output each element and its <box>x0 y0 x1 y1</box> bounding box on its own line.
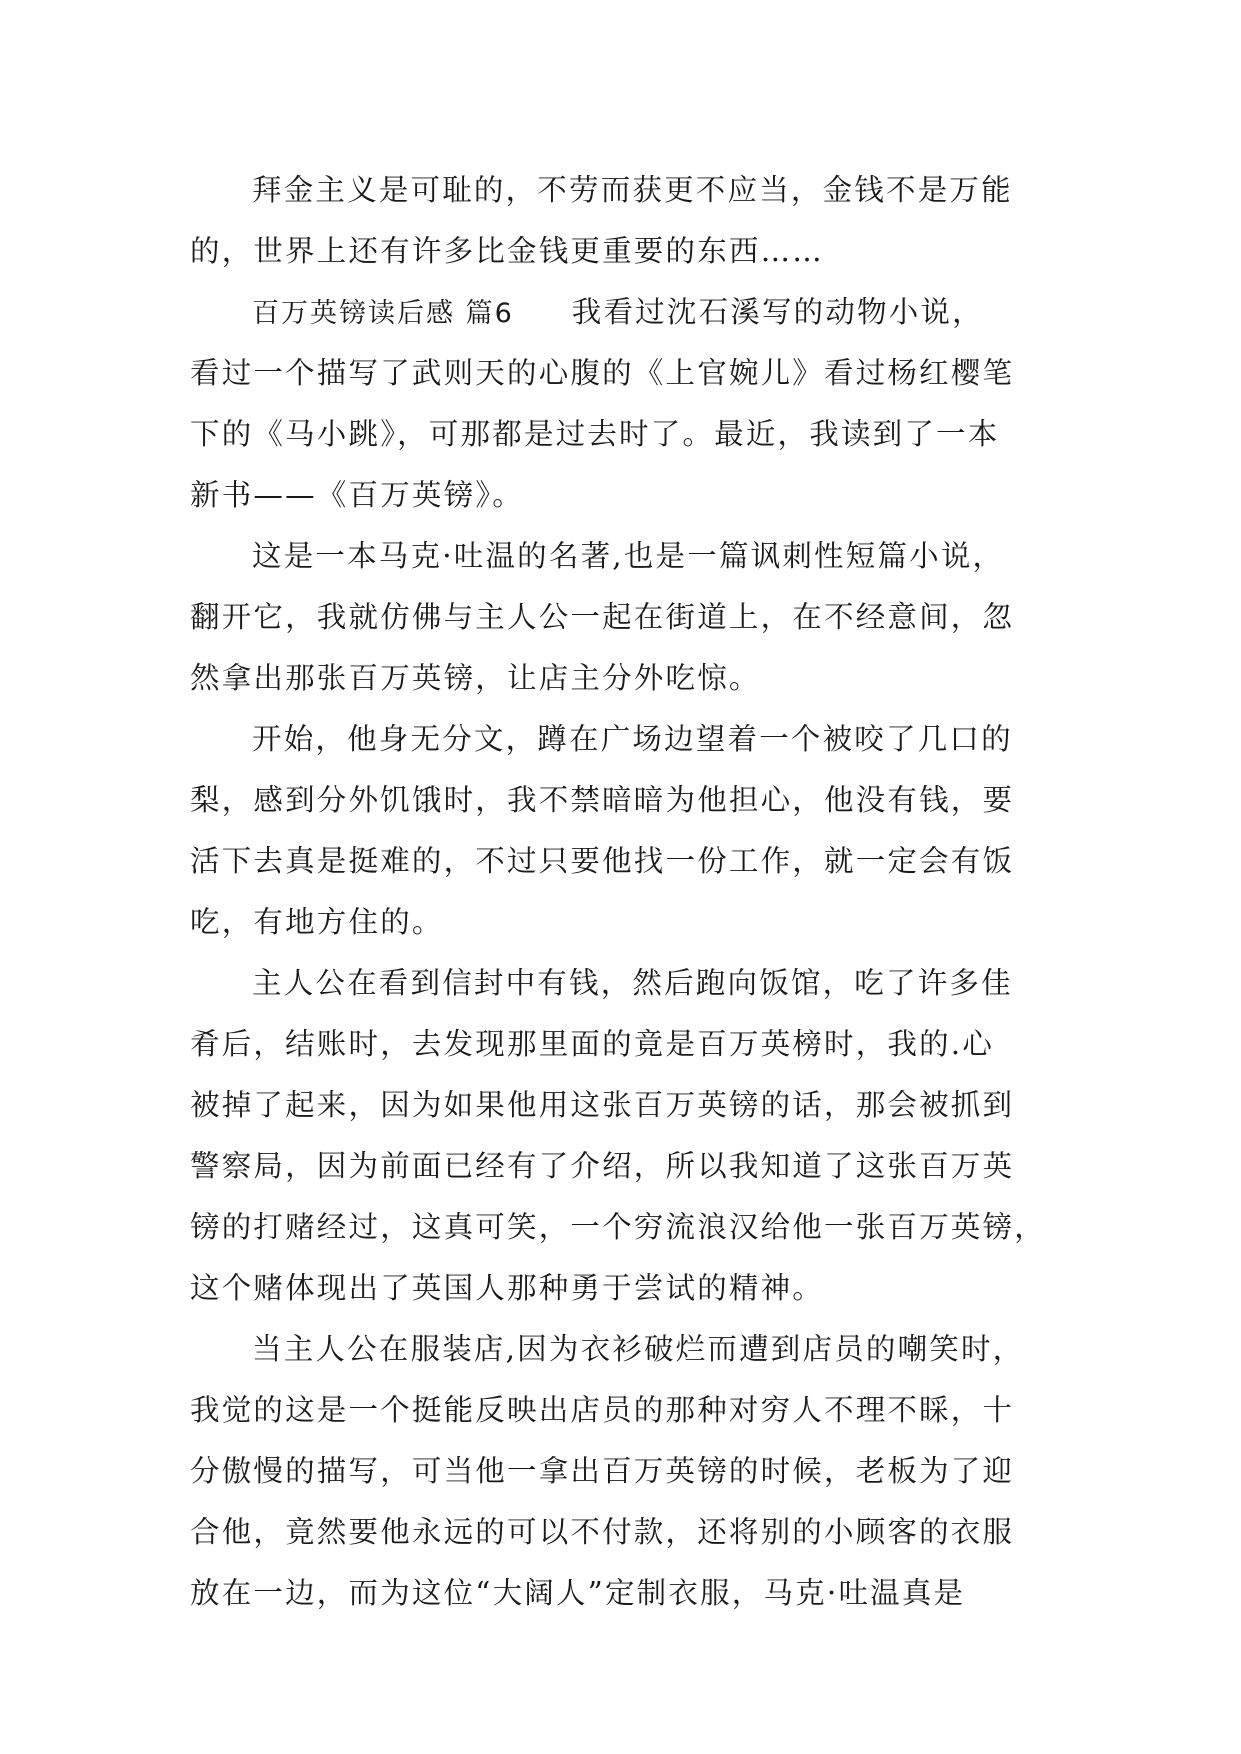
paragraph-line: 主人公在看到信封中有钱，然后跑向饭馆，吃了许多佳 <box>252 966 1013 1000</box>
paragraph-line: 镑的打赌经过，这真可笑，一个穷流浪汉给他一张百万英镑， <box>190 1210 1046 1244</box>
paragraph-line: 吃，有地方住的。 <box>190 905 444 939</box>
document-body <box>190 160 1050 1624</box>
article-heading-line <box>190 282 1050 343</box>
paragraph-line: 分傲慢的描写，可当他一拿出百万英镑的时候，老板为了迎 <box>190 1454 1015 1488</box>
paragraph-line: 下的《马小跳》，可那都是过去时了。最近，我读到了一本 <box>190 417 1000 451</box>
paragraph-line: 合他，竟然要他永远的可以不付款，还将别的小顾客的衣服 <box>190 1515 1015 1549</box>
paragraph-text: 我看过沈石溪写的动物小说， <box>571 295 984 329</box>
paragraph-line: 梨，感到分外饥饿时，我不禁暗暗为他担心，他没有钱，要 <box>190 783 1015 817</box>
paragraph-line: 的，世界上还有许多比金钱更重要的东西…… <box>190 234 825 268</box>
paragraph-line: 开始，他身无分文，蹲在广场边望着一个被咬了几口的 <box>252 722 1013 756</box>
paragraph-line: 放在一边，而为这位“大阔人”定制衣服，马克·吐温真是 <box>190 1576 966 1610</box>
paragraph-line: 被掉了起来，因为如果他用这张百万英镑的话，那会被抓到 <box>190 1088 1015 1122</box>
paragraph-line: 这是一本马克·吐温的名著,也是一篇讽刺性短篇小说， <box>252 539 1005 573</box>
paragraph-line: 新书——《百万英镑》。 <box>190 478 524 512</box>
paragraph-line: 我觉的这是一个挺能反映出店员的那种对穷人不理不睬，十 <box>190 1393 1015 1427</box>
paragraph-line: 警察局，因为前面已经有了介绍，所以我知道了这张百万英 <box>190 1149 1015 1183</box>
paragraph-line: 这个赌体现出了英国人那种勇于尝试的精神。 <box>190 1271 825 1305</box>
paragraph-line: 肴后，结账时，去发现那里面的竟是百万英榜时，我的.心 <box>190 1027 995 1061</box>
paragraph-line: 看过一个描写了武则天的心腹的《上官婉儿》看过杨红樱笔 <box>190 356 1015 390</box>
article-heading: 百万英镑读后感 篇6 <box>252 298 514 329</box>
paragraph-line: 拜金主义是可耻的，不劳而获更不应当，金钱不是万能 <box>252 173 1013 207</box>
paragraph-line: 当主人公在服装店,因为衣衫破烂而遭到店员的嘲笑时， <box>252 1332 1025 1366</box>
paragraph-line: 然拿出那张百万英镑，让店主分外吃惊。 <box>190 661 761 695</box>
paragraph-line: 翻开它，我就仿佛与主人公一起在街道上，在不经意间，忽 <box>190 600 1015 634</box>
paragraph-line: 活下去真是挺难的，不过只要他找一份工作，就一定会有饭 <box>190 844 1015 878</box>
